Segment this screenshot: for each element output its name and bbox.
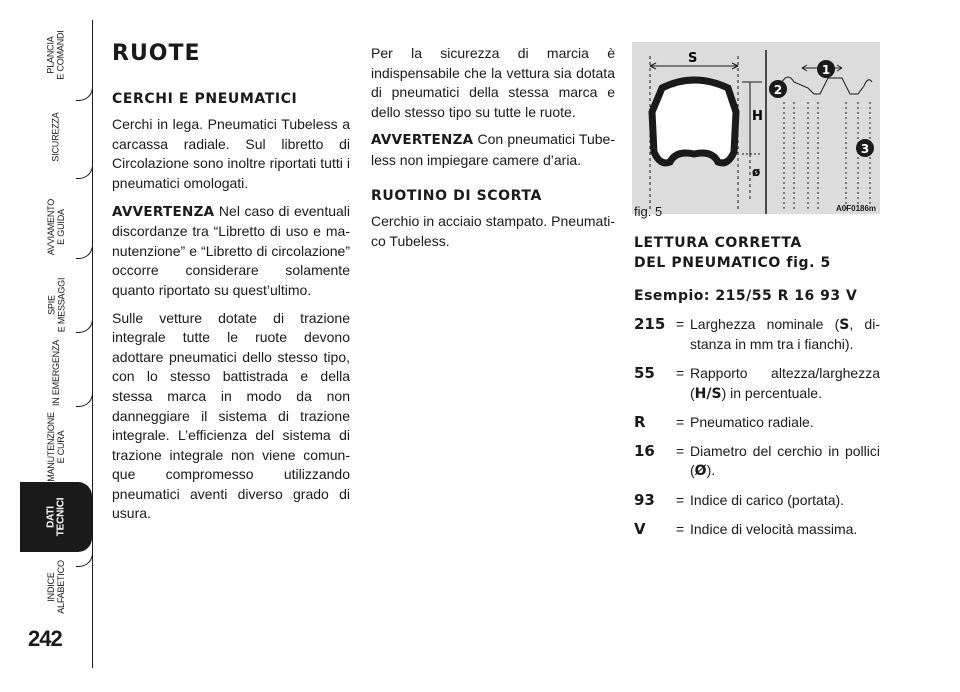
warning-text: Nel caso di eventuali discordanze tra “Libretto di uso e manutenzione” e “Libretto di circolazione” occorre considerare solamente quanto riportato su quest’ultimo. [112,202,350,298]
callout-3 [856,139,874,157]
spec-key: 215 [634,314,666,333]
callout-1 [817,60,835,78]
svg-text:3: 3 [860,142,870,156]
equals-sign: = [676,520,685,537]
section-heading-line1: LETTURA CORRETTA [634,235,802,251]
tab-label: DATI TECNICI [44,497,66,537]
section-heading: RUOTINO DI SCORTA [371,187,542,204]
equals-sign: = [676,442,685,459]
tab-dati-tecnici[interactable] [20,482,92,552]
figure-caption: fig. 5 [634,204,663,219]
svg-text:2: 2 [773,83,783,97]
tab-label: SPIE E MESSAGGI [45,277,66,333]
figure-label-diameter: ø [752,165,761,179]
tab-sicurezza[interactable] [20,102,92,172]
tyre-figure [632,42,880,214]
warning-paragraph [371,130,615,170]
spec-key: V [634,519,646,538]
column-middle [371,44,615,259]
spec-value: Pneumatico radiale. [690,414,814,431]
warning-text: Con pneumatici Tubeless non impiegare camere d’aria. [371,131,615,168]
equals-sign: = [676,315,685,332]
spec-value: Diametro del cerchio in pollici (Ø). [690,442,880,480]
tab-label: IN EMERGENZA [50,339,61,407]
spec-value: Indice di velocità massima. [690,520,858,537]
tab-label: AVVIAMENTO E GUIDA [46,198,66,256]
page-title: RUOTE [112,41,201,66]
spec-row [634,413,880,433]
tab-plancia[interactable] [20,20,92,90]
spec-key: 93 [634,490,655,509]
warning-label: AVVERTENZA [112,203,215,220]
spec-row [634,315,880,355]
column-left [112,41,350,532]
tab-label: PLANCIA E COMANDI [45,30,66,80]
paragraph: Cerchi in lega. Pneumatici Tubeless a carcassa radiale. Sul libretto di Circolazione sono inoltre riportati tutti i pneumatici omologati. [112,116,350,191]
spec-key: 16 [634,441,655,460]
figure-code: A0F0186m [836,204,877,213]
svg-text:1: 1 [821,63,831,77]
paragraph: Per la sicurezza di marcia è indispensabile che la vettura sia dotata di pneumatici della stessa marca e dello stesso tipo su tutte le ruote. [371,45,615,120]
spec-value: Rapporto altezza/larghezza (H/S) in percentuale. [690,364,880,402]
spec-key: 55 [634,363,655,382]
warning-label: AVVERTENZA [371,132,474,149]
tab-label: MANUTENZIONE E CURA [45,412,66,482]
spec-row [634,491,880,511]
tab-label: INDICE ALFABETICO [46,560,66,614]
tab-manutenzione[interactable] [20,412,92,482]
section-heading-line2: DEL PNEUMATICO fig. 5 [634,254,831,271]
equals-sign: = [676,491,685,508]
example-line: Esempio: 215/55 R 16 93 V [634,288,858,305]
spec-value: Larghezza nominale (S, distanza in mm tra i fianchi). [690,315,880,353]
spec-row [634,364,880,404]
column-right [634,234,880,548]
paragraph: Sulle vetture dotate di trazione integrale tutte le ruote devono adottare pneumatici dello stesso tipo, con lo stesso battistrada e della stessa marca in modo da non danneggiare il sistema di trazione integrale. L’efficienza del sistema di trazione integrale non viene comunque compromesso utilizzando pneumatici aventi diverso grado di usura. [112,309,350,522]
paragraph: Cerchio in acciaio stampato. Pneumatico Tubeless. [371,213,615,249]
equals-sign: = [676,364,685,381]
tab-separator [76,164,93,179]
tab-separator [76,86,93,101]
tyre-section [650,56,762,210]
tyre-diagram [632,42,880,214]
spec-row [634,442,880,482]
spec-key: R [634,413,646,432]
warning-paragraph [112,202,350,301]
figure-label-s: S [688,51,698,66]
tab-label: SICUREZZA [50,112,61,162]
page-number-rule [92,620,93,668]
page-number: 242 [28,626,62,651]
equals-sign: = [676,414,685,431]
rim-profile [782,65,872,210]
figure-label-h: H [752,109,763,124]
spec-value: Indice di carico (portata). [690,491,845,508]
spec-row [634,520,880,540]
section-heading: CERCHI E PNEUMATICI [112,90,298,107]
callout-2 [769,80,787,98]
